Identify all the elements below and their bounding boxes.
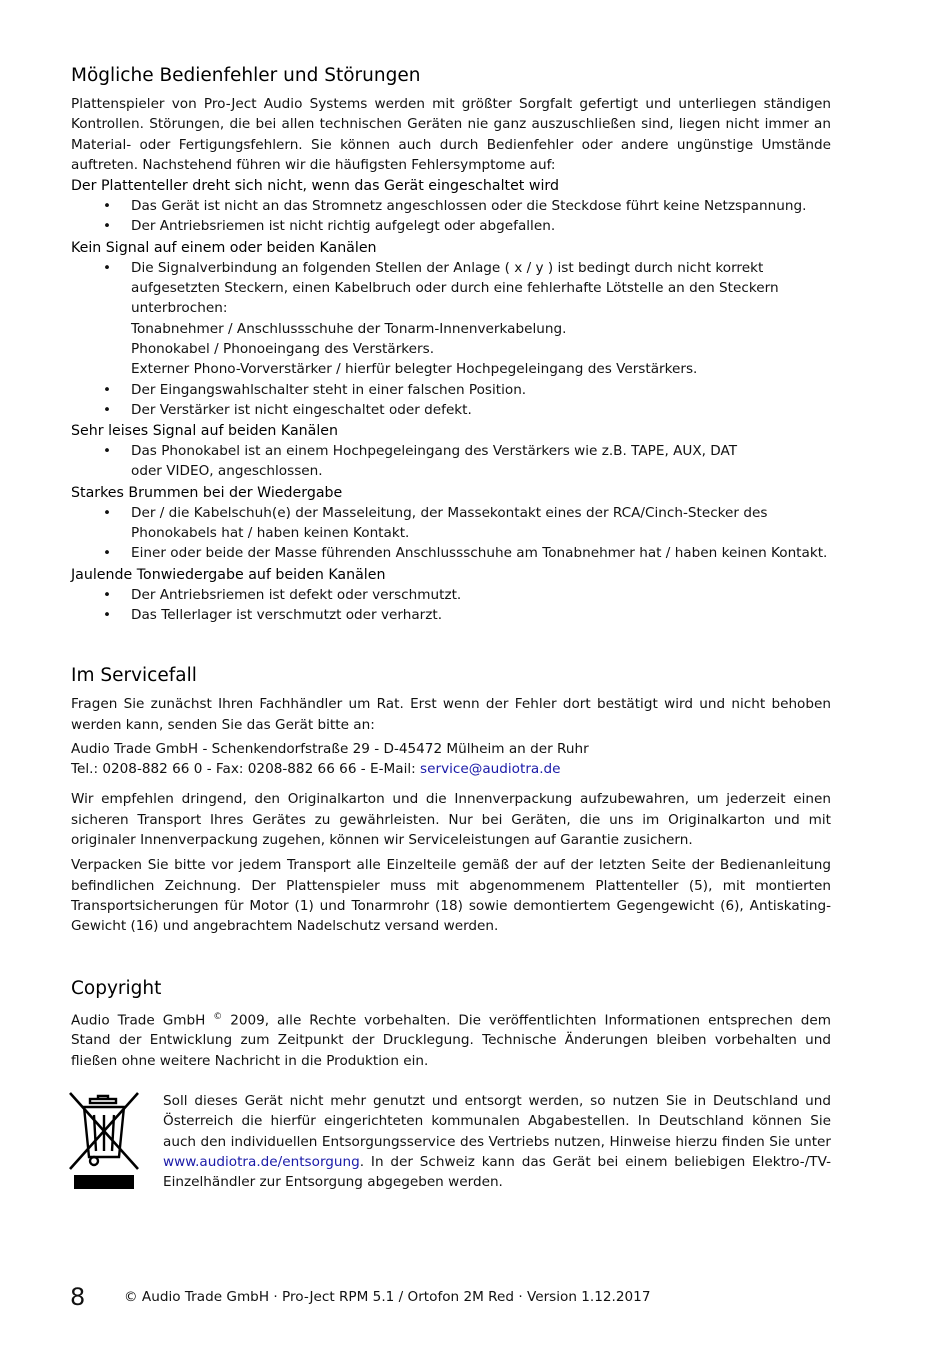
bullet-icon: •: [103, 443, 112, 460]
symptom-heading: Kein Signal auf einem oder beiden Kanälen: [71, 239, 377, 256]
page-footer: [70, 1283, 870, 1313]
symptom-heading: Jaulende Tonwiedergabe auf beiden Kanälen: [71, 566, 386, 583]
symptom-heading: Sehr leises Signal auf beiden Kanälen: [71, 423, 338, 440]
bullet-icon: •: [103, 259, 112, 276]
page-content: [71, 64, 831, 1201]
section-title-service: Im Servicefall: [71, 665, 197, 687]
cause-item: [71, 216, 831, 236]
bullet-icon: •: [103, 606, 112, 623]
symptom-heading: Der Plattenteller dreht sich nicht, wenn das Gerät eingeschaltet wird: [71, 178, 560, 195]
bullet-icon: •: [103, 545, 112, 562]
cause-line: Externer Phono-Vorverstärker / hierfür belegter Hochpegeleingang des Verstärkers.: [131, 361, 698, 378]
packaging-advice: Wir empfehlen dringend, den Originalkarton und die Innenverpackung aufzubewahren, um jederzeit einen sicheren Transport Ihres Gerätes zu gewährleisten. Nur bei Geräten, die uns im Originalkarton und mit originaler Innenverpackung zugehen, können wir Serviceleistungen auf Garantie zusichern.: [71, 791, 831, 849]
cause-line: Das Gerät ist nicht an das Stromnetz angeschlossen oder die Steckdose führt keine Netzspannung.: [131, 198, 807, 215]
troubleshooting-intro: Plattenspieler von Pro-Ject Audio Systems werden mit größter Sorgfalt gefertigt und unterliegen ständigen Kontrollen. Störungen, die bei allen technischen Geräten nie ganz auszuschließen sind, liegen nicht immer an Material- oder Fertigungsfehlern. Sie können auch durch Bedienfehler oder andere ungünstige Umstände auftreten. Nachstehend führen wir die häufigsten Fehlersymptome auf:: [71, 96, 831, 173]
service-contact: [71, 759, 831, 779]
service-intro: Fragen Sie zunächst Ihren Fachhändler um Rat. Erst wenn der Fehler dort bestätigt wird und nicht behoben werden kann, senden Sie das Gerät bitte an:: [71, 696, 831, 733]
section-title-copyright: Copyright: [71, 977, 162, 999]
transport-instructions: Verpacken Sie bitte vor jedem Transport alle Einzelteile gemäß der auf der letzten Seite der Bedienanleitung befindlichen Zeichnung. Der Plattenspieler muss mit abgenommenem Plattenteller (5), mit montierten Transportsicherungen für Motor (1) und Tonarmrohr (18) sowie demontiertem Gegengewicht (6), Antiskating-Gewicht (16) und angebrachtem Nadelschutz versand werden.: [71, 857, 831, 935]
cause-line: Das Phonokabel ist an einem Hochpegeleingang des Verstärkers wie z.B. TAPE, AUX, DAT: [131, 443, 738, 460]
disposal-text: Soll dieses Gerät nicht mehr genutzt und entsorgt werden, so nutzen Sie in Deutschland und Österreich die hierfür eingerichteten kommunalen Abgabestellen. In Deutschland können Sie auch den individuellen Entsorgungsservice des Vertriebs nutzen, Hinweise hierzu finden Sie unter www.audiotra.de/entsorgung. In der Schweiz kann das Gerät bei einem beliebigen Elektro-/TV-Einzelhändler zur Entsorgung abgegeben werden.: [163, 1092, 831, 1191]
cause-item: [71, 503, 831, 544]
copyright-text: Audio Trade GmbH © 2009, alle Rechte vorbehalten. Die veröffentlichten Informationen entsprechen dem Stand der Entwicklung zum Zeitpunkt der Drucklegung. Technische Änderungen bleiben vorbehalten und fließen ohne weitere Nachricht in die Produktion ein.: [71, 1011, 831, 1069]
section-title-troubleshooting: Mögliche Bedienfehler und Störungen: [71, 65, 421, 86]
cause-line: aufgesetzten Steckern, einen Kabelbruch oder durch eine fehlerhafte Lötstelle an den Steckern: [131, 280, 779, 297]
cause-list: [71, 441, 831, 482]
cause-item: [71, 258, 831, 380]
cause-item: [71, 196, 831, 216]
bullet-icon: •: [103, 586, 112, 603]
bullet-icon: •: [103, 381, 112, 398]
cause-line: Der Verstärker ist nicht eingeschaltet oder defekt.: [131, 401, 472, 418]
cause-list: [71, 585, 831, 626]
cause-line: oder VIDEO, angeschlossen.: [131, 463, 323, 480]
symptom-heading: Starkes Brummen bei der Wiedergabe: [71, 484, 343, 501]
cause-line: Der Antriebsriemen ist nicht richtig aufgelegt oder abgefallen.: [131, 218, 556, 235]
cause-item: [71, 605, 831, 625]
cause-line: Der / die Kabelschuh(e) der Masseleitung, der Massekontakt eines der RCA/Cinch-Stecker des: [131, 504, 768, 521]
cause-line: Tonabnehmer / Anschlussschuhe der Tonarm-Innenverkabelung.: [131, 320, 567, 337]
service-address: Audio Trade GmbH - Schenkendorfstraße 29 - D-45472 Mülheim an der Ruhr: [71, 740, 589, 757]
disposal-link[interactable]: www.audiotra.de/entsorgung: [163, 1153, 360, 1170]
bullet-icon: •: [103, 401, 112, 418]
footer-text: © Audio Trade GmbH · Pro-Ject RPM 5.1 / Ortofon 2M Red · Version 1.12.2017: [124, 1289, 651, 1305]
cause-line: Der Antriebsriemen ist defekt oder verschmutzt.: [131, 586, 462, 603]
copyright-symbol: ©: [213, 1011, 223, 1022]
cause-list: [71, 503, 831, 564]
cause-item: [71, 543, 831, 563]
cause-line: unterbrochen:: [131, 300, 228, 317]
cause-list: [71, 196, 831, 237]
cause-line: Der Eingangswahlschalter steht in einer falschen Position.: [131, 381, 527, 398]
cause-line: Phonokabels hat / haben keinen Kontakt.: [131, 525, 410, 542]
bullet-icon: •: [103, 504, 112, 521]
cause-item: [71, 585, 831, 605]
cause-list: [71, 258, 831, 420]
disposal-notice: [71, 1091, 831, 1201]
cause-item: [71, 400, 831, 420]
cause-item: [71, 380, 831, 400]
cause-line: Phonokabel / Phonoeingang des Verstärkers.: [131, 340, 435, 357]
cause-line: Die Signalverbindung an folgenden Stellen der Anlage ( x / y ) ist bedingt durch nicht korrekt: [131, 259, 764, 276]
service-email-link[interactable]: service@audiotra.de: [420, 761, 561, 778]
page-number: 8: [70, 1283, 86, 1311]
symptom-groups: [71, 176, 831, 625]
cause-item: [71, 441, 831, 482]
bullet-icon: •: [103, 198, 112, 215]
crossed-out-wheelie-bin-icon: [68, 1091, 140, 1191]
cause-line: Das Tellerlager ist verschmutzt oder verharzt.: [131, 606, 443, 623]
bullet-icon: •: [103, 218, 112, 235]
contact-numbers: Tel.: 0208-882 66 0 - Fax: 0208-882 66 66 - E-Mail:: [71, 761, 421, 778]
cause-line: Einer oder beide der Masse führenden Anschlussschuhe am Tonabnehmer hat / haben keinen Kontakt.: [131, 545, 828, 562]
